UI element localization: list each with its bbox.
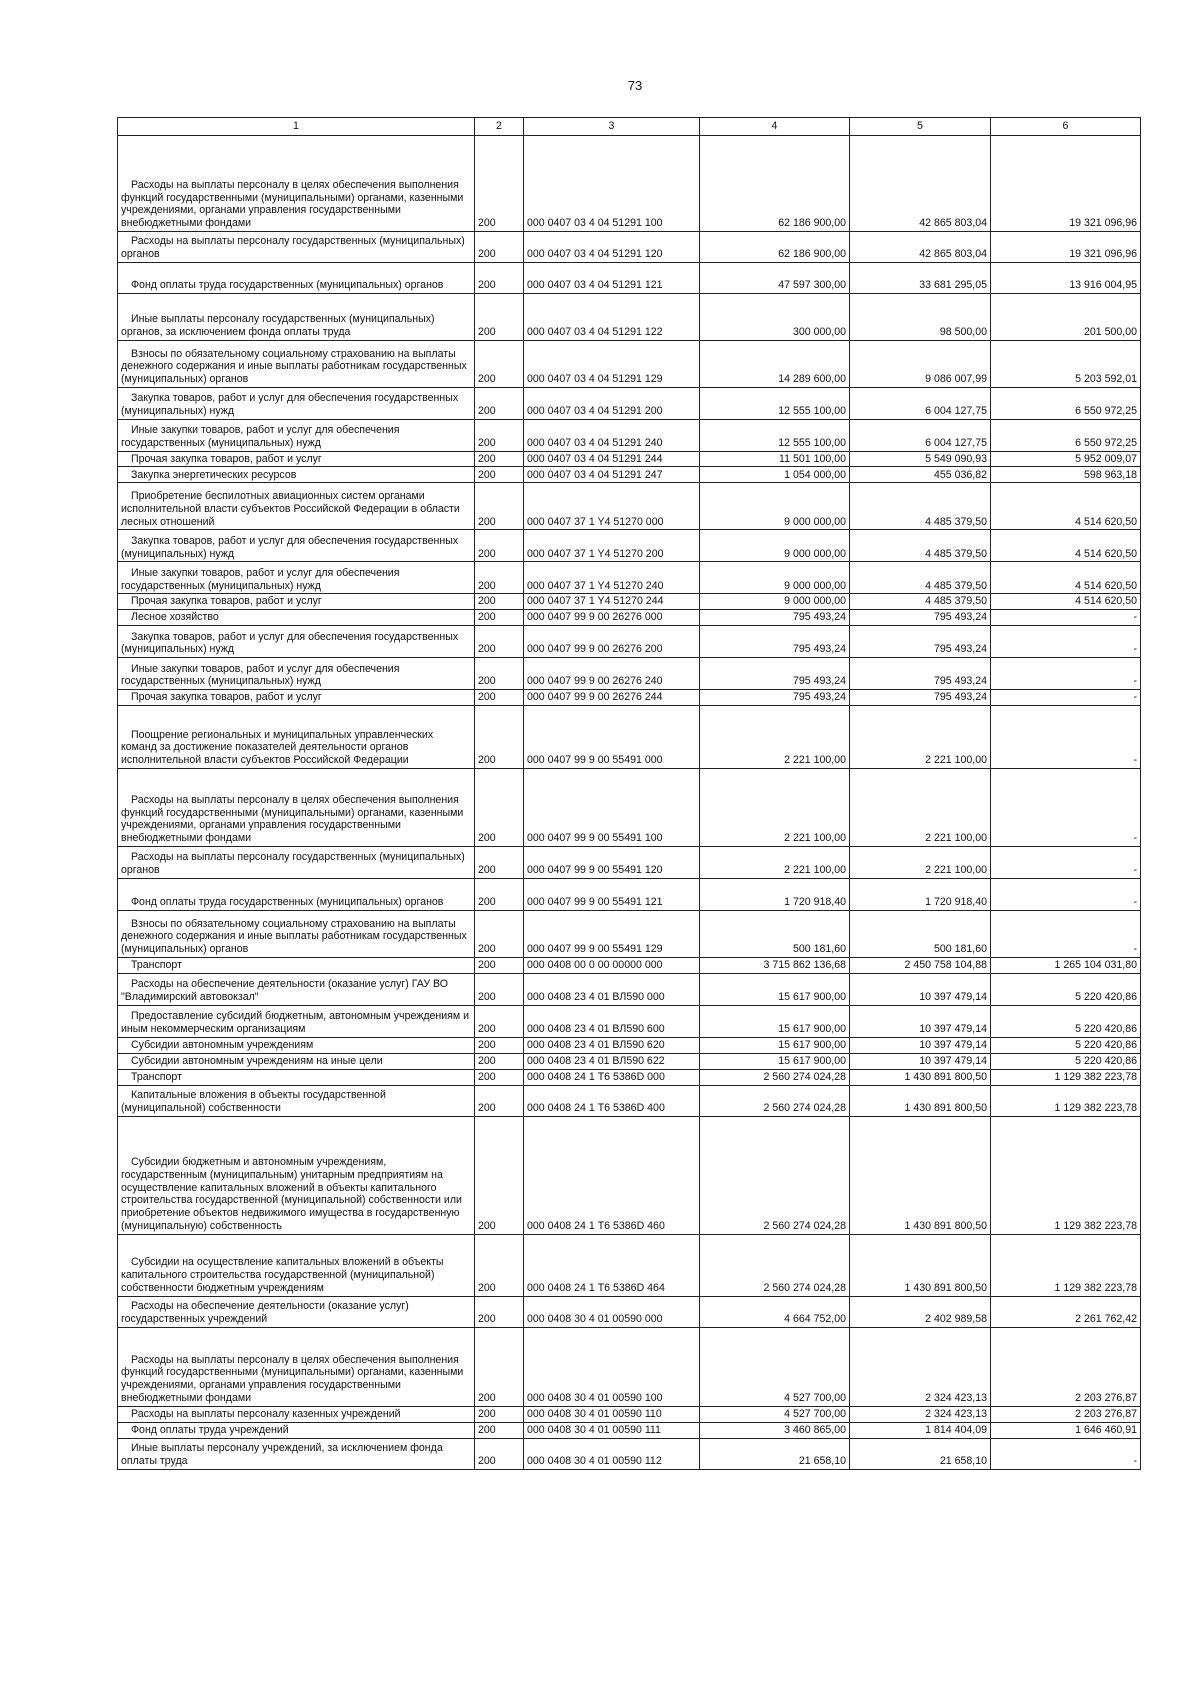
row-name: Прочая закупка товаров, работ и услуг xyxy=(118,451,475,467)
row-line-code: 200 xyxy=(475,1053,524,1069)
row-remaining: 5 220 420,86 xyxy=(991,1037,1141,1053)
row-approved: 3 460 865,00 xyxy=(700,1422,850,1438)
row-line-code: 200 xyxy=(475,878,524,910)
row-budget-code: 000 0407 03 4 04 51291 100 xyxy=(524,135,700,231)
row-approved: 795 493,24 xyxy=(700,626,850,658)
row-executed: 500 181,60 xyxy=(850,910,991,957)
table-body xyxy=(118,135,1141,1469)
row-executed: 4 485 379,50 xyxy=(850,594,991,610)
row-executed: 33 681 295,05 xyxy=(850,262,991,293)
row-approved: 300 000,00 xyxy=(700,293,850,340)
row-executed: 9 086 007,99 xyxy=(850,340,991,387)
row-name: Фонд оплаты труда государственных (муниципальных) органов xyxy=(118,878,475,910)
row-name: Расходы на выплаты персоналу казенных учреждений xyxy=(118,1406,475,1422)
row-budget-code: 000 0407 99 9 00 26276 244 xyxy=(524,690,700,706)
row-approved: 15 617 900,00 xyxy=(700,1005,850,1037)
header-col-4: 4 xyxy=(700,118,850,136)
row-name: Субсидии бюджетным и автономным учреждениям, государственным (муниципальным) унитарным предприятиям на осуществление капитальных вложений в объекты капитального строительства государственной (муниципальной) собственности или приобретение объектов недвижимого имущества в государственную (муниципальную) собственность xyxy=(118,1116,475,1234)
row-budget-code: 000 0408 24 1 Т6 5386D 400 xyxy=(524,1085,700,1116)
row-line-code: 200 xyxy=(475,1005,524,1037)
row-budget-code: 000 0408 00 0 00 00000 000 xyxy=(524,957,700,973)
row-budget-code: 000 0408 24 1 Т6 5386D 000 xyxy=(524,1069,700,1085)
row-remaining: 6 550 972,25 xyxy=(991,387,1141,419)
row-remaining: 201 500,00 xyxy=(991,293,1141,340)
row-executed: 4 485 379,50 xyxy=(850,562,991,594)
row-approved: 2 221 100,00 xyxy=(700,846,850,878)
row-budget-code: 000 0408 30 4 01 00590 111 xyxy=(524,1422,700,1438)
row-budget-code: 000 0407 99 9 00 26276 000 xyxy=(524,610,700,626)
table-row xyxy=(118,878,1141,910)
row-budget-code: 000 0407 03 4 04 51291 120 xyxy=(524,231,700,262)
row-name: Лесное хозяйство xyxy=(118,610,475,626)
row-remaining: 2 203 276,87 xyxy=(991,1406,1141,1422)
row-executed: 2 221 100,00 xyxy=(850,768,991,846)
header-col-3: 3 xyxy=(524,118,700,136)
row-line-code: 200 xyxy=(475,690,524,706)
row-remaining: 5 220 420,86 xyxy=(991,1053,1141,1069)
row-remaining: - xyxy=(991,768,1141,846)
row-approved: 500 181,60 xyxy=(700,910,850,957)
row-name: Расходы на выплаты персоналу в целях обеспечения выполнения функций государственными (муниципальными) органами, казенными учреждениями, органами управления государственными внебюджетными фондами xyxy=(118,768,475,846)
table-row xyxy=(118,231,1141,262)
row-line-code: 200 xyxy=(475,1406,524,1422)
table-row xyxy=(118,846,1141,878)
row-name: Капитальные вложения в объекты государственной (муниципальной) собственности xyxy=(118,1085,475,1116)
row-executed: 1 430 891 800,50 xyxy=(850,1069,991,1085)
row-budget-code: 000 0407 37 1 Y4 51270 240 xyxy=(524,562,700,594)
table-row xyxy=(118,1037,1141,1053)
row-approved: 9 000 000,00 xyxy=(700,594,850,610)
row-line-code: 200 xyxy=(475,1069,524,1085)
row-name: Расходы на выплаты персоналу в целях обеспечения выполнения функций государственными (муниципальными) органами, казенными учреждениями, органами управления государственными внебюджетными фондами xyxy=(118,135,475,231)
row-line-code: 200 xyxy=(475,973,524,1005)
row-remaining: 1 265 104 031,80 xyxy=(991,957,1141,973)
row-remaining: 5 220 420,86 xyxy=(991,973,1141,1005)
row-executed: 42 865 803,04 xyxy=(850,231,991,262)
table-row xyxy=(118,594,1141,610)
row-remaining: - xyxy=(991,658,1141,690)
row-remaining: - xyxy=(991,690,1141,706)
row-line-code: 200 xyxy=(475,910,524,957)
row-executed: 1 430 891 800,50 xyxy=(850,1085,991,1116)
row-name: Транспорт xyxy=(118,1069,475,1085)
table-row xyxy=(118,957,1141,973)
table-row xyxy=(118,262,1141,293)
row-line-code: 200 xyxy=(475,1327,524,1406)
table-row xyxy=(118,530,1141,562)
row-line-code: 200 xyxy=(475,135,524,231)
row-budget-code: 000 0407 03 4 04 51291 121 xyxy=(524,262,700,293)
row-budget-code: 000 0408 24 1 Т6 5386D 464 xyxy=(524,1234,700,1296)
table-row xyxy=(118,1085,1141,1116)
row-remaining: 1 129 382 223,78 xyxy=(991,1069,1141,1085)
row-executed: 10 397 479,14 xyxy=(850,1053,991,1069)
row-remaining: - xyxy=(991,910,1141,957)
row-budget-code: 000 0407 99 9 00 55491 100 xyxy=(524,768,700,846)
row-approved: 12 555 100,00 xyxy=(700,387,850,419)
row-line-code: 200 xyxy=(475,293,524,340)
row-name: Фонд оплаты труда учреждений xyxy=(118,1422,475,1438)
row-remaining: 2 203 276,87 xyxy=(991,1327,1141,1406)
row-line-code: 200 xyxy=(475,262,524,293)
row-name: Приобретение беспилотных авиационных систем органами исполнительной власти субъектов Российской Федерации в области лесных отношений xyxy=(118,483,475,530)
row-approved: 795 493,24 xyxy=(700,610,850,626)
row-budget-code: 000 0408 30 4 01 00590 112 xyxy=(524,1438,700,1469)
row-name: Предоставление субсидий бюджетным, автономным учреждениям и иным некоммерческим организациям xyxy=(118,1005,475,1037)
row-name: Иные закупки товаров, работ и услуг для обеспечения государственных (муниципальных) нужд xyxy=(118,419,475,451)
row-approved: 14 289 600,00 xyxy=(700,340,850,387)
row-name: Расходы на выплаты персоналу государственных (муниципальных) органов xyxy=(118,846,475,878)
row-name: Субсидии автономным учреждениям xyxy=(118,1037,475,1053)
row-remaining: 5 203 592,01 xyxy=(991,340,1141,387)
row-remaining: 2 261 762,42 xyxy=(991,1296,1141,1327)
row-remaining: 1 129 382 223,78 xyxy=(991,1085,1141,1116)
row-budget-code: 000 0407 37 1 Y4 51270 200 xyxy=(524,530,700,562)
row-line-code: 200 xyxy=(475,483,524,530)
row-approved: 9 000 000,00 xyxy=(700,530,850,562)
row-executed: 1 720 918,40 xyxy=(850,878,991,910)
row-line-code: 200 xyxy=(475,1234,524,1296)
table-row xyxy=(118,705,1141,768)
row-remaining: 6 550 972,25 xyxy=(991,419,1141,451)
row-approved: 2 221 100,00 xyxy=(700,768,850,846)
row-remaining: - xyxy=(991,705,1141,768)
row-remaining: - xyxy=(991,626,1141,658)
row-approved: 2 560 274 024,28 xyxy=(700,1069,850,1085)
row-budget-code: 000 0407 03 4 04 51291 129 xyxy=(524,340,700,387)
row-remaining: 4 514 620,50 xyxy=(991,562,1141,594)
row-budget-code: 000 0407 03 4 04 51291 244 xyxy=(524,451,700,467)
row-remaining: 13 916 004,95 xyxy=(991,262,1141,293)
header-col-5: 5 xyxy=(850,118,991,136)
table-row xyxy=(118,768,1141,846)
row-remaining: 1 129 382 223,78 xyxy=(991,1234,1141,1296)
table-row xyxy=(118,1069,1141,1085)
row-executed: 10 397 479,14 xyxy=(850,973,991,1005)
row-remaining: - xyxy=(991,878,1141,910)
table-row xyxy=(118,1053,1141,1069)
row-line-code: 200 xyxy=(475,387,524,419)
row-remaining: 1 646 460,91 xyxy=(991,1422,1141,1438)
row-executed: 5 549 090,93 xyxy=(850,451,991,467)
row-name: Расходы на выплаты персоналу в целях обеспечения выполнения функций государственными (муниципальными) органами, казенными учреждениями, органами управления государственными внебюджетными фондами xyxy=(118,1327,475,1406)
row-name: Расходы на обеспечение деятельности (оказание услуг) государственных учреждений xyxy=(118,1296,475,1327)
table-row xyxy=(118,910,1141,957)
row-executed: 10 397 479,14 xyxy=(850,1037,991,1053)
row-executed: 42 865 803,04 xyxy=(850,135,991,231)
page-number: 73 xyxy=(627,78,643,93)
row-executed: 455 036,82 xyxy=(850,467,991,483)
row-executed: 4 485 379,50 xyxy=(850,530,991,562)
row-line-code: 200 xyxy=(475,1037,524,1053)
row-executed: 795 493,24 xyxy=(850,610,991,626)
row-executed: 1 430 891 800,50 xyxy=(850,1116,991,1234)
header-col-6: 6 xyxy=(991,118,1141,136)
row-executed: 795 493,24 xyxy=(850,658,991,690)
row-name: Прочая закупка товаров, работ и услуг xyxy=(118,594,475,610)
row-name: Транспорт xyxy=(118,957,475,973)
row-line-code: 200 xyxy=(475,626,524,658)
row-name: Иные закупки товаров, работ и услуг для обеспечения государственных (муниципальных) нужд xyxy=(118,562,475,594)
table-row xyxy=(118,451,1141,467)
row-approved: 9 000 000,00 xyxy=(700,483,850,530)
row-remaining: 5 220 420,86 xyxy=(991,1005,1141,1037)
header-row xyxy=(118,118,1141,136)
row-line-code: 200 xyxy=(475,1116,524,1234)
row-line-code: 200 xyxy=(475,594,524,610)
row-name: Фонд оплаты труда государственных (муниципальных) органов xyxy=(118,262,475,293)
row-line-code: 200 xyxy=(475,467,524,483)
row-budget-code: 000 0407 99 9 00 26276 240 xyxy=(524,658,700,690)
table-row xyxy=(118,626,1141,658)
row-line-code: 200 xyxy=(475,1296,524,1327)
table-row xyxy=(118,467,1141,483)
row-approved: 795 493,24 xyxy=(700,658,850,690)
row-name: Закупка товаров, работ и услуг для обеспечения государственных (муниципальных) нужд xyxy=(118,387,475,419)
table-row xyxy=(118,1406,1141,1422)
row-executed: 6 004 127,75 xyxy=(850,387,991,419)
row-line-code: 200 xyxy=(475,530,524,562)
row-remaining: 19 321 096,96 xyxy=(991,135,1141,231)
row-budget-code: 000 0407 03 4 04 51291 240 xyxy=(524,419,700,451)
row-executed: 795 493,24 xyxy=(850,626,991,658)
row-name: Иные выплаты персоналу государственных (муниципальных) органов, за исключением фонда оплаты труда xyxy=(118,293,475,340)
row-remaining: 19 321 096,96 xyxy=(991,231,1141,262)
table-row xyxy=(118,690,1141,706)
row-line-code: 200 xyxy=(475,451,524,467)
row-line-code: 200 xyxy=(475,231,524,262)
table-row xyxy=(118,135,1141,231)
row-approved: 15 617 900,00 xyxy=(700,1053,850,1069)
row-line-code: 200 xyxy=(475,957,524,973)
row-budget-code: 000 0408 23 4 01 ВЛ590 600 xyxy=(524,1005,700,1037)
row-approved: 62 186 900,00 xyxy=(700,135,850,231)
table-row xyxy=(118,1438,1141,1469)
row-remaining: 1 129 382 223,78 xyxy=(991,1116,1141,1234)
row-remaining: 4 514 620,50 xyxy=(991,530,1141,562)
row-remaining: - xyxy=(991,1438,1141,1469)
row-executed: 4 485 379,50 xyxy=(850,483,991,530)
row-line-code: 200 xyxy=(475,705,524,768)
row-approved: 4 664 752,00 xyxy=(700,1296,850,1327)
row-name: Закупка энергетических ресурсов xyxy=(118,467,475,483)
row-executed: 6 004 127,75 xyxy=(850,419,991,451)
table-row xyxy=(118,293,1141,340)
row-name: Взносы по обязательному социальному страхованию на выплаты денежного содержания и иные выплаты работникам государственных (муниципальных) органов xyxy=(118,910,475,957)
row-name: Расходы на обеспечение деятельности (оказание услуг) ГАУ ВО "Владимирский автовокзал" xyxy=(118,973,475,1005)
table-row xyxy=(118,562,1141,594)
row-approved: 21 658,10 xyxy=(700,1438,850,1469)
table-row xyxy=(118,387,1141,419)
row-approved: 2 560 274 024,28 xyxy=(700,1085,850,1116)
table-row xyxy=(118,1005,1141,1037)
row-approved: 15 617 900,00 xyxy=(700,973,850,1005)
row-budget-code: 000 0408 30 4 01 00590 000 xyxy=(524,1296,700,1327)
row-name: Расходы на выплаты персоналу государственных (муниципальных) органов xyxy=(118,231,475,262)
row-approved: 1 054 000,00 xyxy=(700,467,850,483)
row-approved: 4 527 700,00 xyxy=(700,1327,850,1406)
row-approved: 795 493,24 xyxy=(700,690,850,706)
table-row xyxy=(118,610,1141,626)
row-executed: 2 324 423,13 xyxy=(850,1406,991,1422)
table-header xyxy=(118,118,1141,136)
row-line-code: 200 xyxy=(475,1438,524,1469)
row-budget-code: 000 0407 99 9 00 55491 120 xyxy=(524,846,700,878)
table-row xyxy=(118,973,1141,1005)
row-executed: 1 430 891 800,50 xyxy=(850,1234,991,1296)
row-budget-code: 000 0407 99 9 00 55491 121 xyxy=(524,878,700,910)
row-line-code: 200 xyxy=(475,1422,524,1438)
row-remaining: - xyxy=(991,610,1141,626)
row-budget-code: 000 0408 23 4 01 ВЛ590 622 xyxy=(524,1053,700,1069)
table-row xyxy=(118,340,1141,387)
row-budget-code: 000 0407 03 4 04 51291 200 xyxy=(524,387,700,419)
row-executed: 795 493,24 xyxy=(850,690,991,706)
row-executed: 2 221 100,00 xyxy=(850,846,991,878)
row-budget-code: 000 0408 30 4 01 00590 110 xyxy=(524,1406,700,1422)
row-remaining: 4 514 620,50 xyxy=(991,483,1141,530)
row-name: Закупка товаров, работ и услуг для обеспечения государственных (муниципальных) нужд xyxy=(118,530,475,562)
row-name: Субсидии автономным учреждениям на иные цели xyxy=(118,1053,475,1069)
row-budget-code: 000 0408 30 4 01 00590 100 xyxy=(524,1327,700,1406)
header-col-1: 1 xyxy=(118,118,475,136)
table-row xyxy=(118,1296,1141,1327)
row-name: Иные закупки товаров, работ и услуг для обеспечения государственных (муниципальных) нужд xyxy=(118,658,475,690)
row-line-code: 200 xyxy=(475,419,524,451)
row-approved: 47 597 300,00 xyxy=(700,262,850,293)
row-approved: 15 617 900,00 xyxy=(700,1037,850,1053)
table-row xyxy=(118,483,1141,530)
row-approved: 2 560 274 024,28 xyxy=(700,1116,850,1234)
row-approved: 1 720 918,40 xyxy=(700,878,850,910)
header-col-2: 2 xyxy=(475,118,524,136)
row-line-code: 200 xyxy=(475,846,524,878)
row-approved: 11 501 100,00 xyxy=(700,451,850,467)
row-remaining: 4 514 620,50 xyxy=(991,594,1141,610)
row-budget-code: 000 0408 24 1 Т6 5386D 460 xyxy=(524,1116,700,1234)
row-budget-code: 000 0407 37 1 Y4 51270 244 xyxy=(524,594,700,610)
table-row xyxy=(118,419,1141,451)
row-remaining: - xyxy=(991,846,1141,878)
budget-execution-table xyxy=(117,117,1141,1470)
row-budget-code: 000 0407 99 9 00 55491 129 xyxy=(524,910,700,957)
row-line-code: 200 xyxy=(475,562,524,594)
row-budget-code: 000 0407 03 4 04 51291 122 xyxy=(524,293,700,340)
row-executed: 98 500,00 xyxy=(850,293,991,340)
row-budget-code: 000 0407 99 9 00 55491 000 xyxy=(524,705,700,768)
row-executed: 1 814 404,09 xyxy=(850,1422,991,1438)
row-executed: 10 397 479,14 xyxy=(850,1005,991,1037)
row-approved: 12 555 100,00 xyxy=(700,419,850,451)
table-row xyxy=(118,1234,1141,1296)
row-name: Субсидии на осуществление капитальных вложений в объекты капитального строительства государственной (муниципальной) собственности бюджетным учреждениям xyxy=(118,1234,475,1296)
row-budget-code: 000 0407 03 4 04 51291 247 xyxy=(524,467,700,483)
row-executed: 2 221 100,00 xyxy=(850,705,991,768)
table-row xyxy=(118,1422,1141,1438)
row-remaining: 5 952 009,07 xyxy=(991,451,1141,467)
row-approved: 9 000 000,00 xyxy=(700,562,850,594)
row-line-code: 200 xyxy=(475,610,524,626)
row-name: Поощрение региональных и муниципальных управленческих команд за достижение показателей деятельности органов исполнительной власти субъектов Российской Федерации xyxy=(118,705,475,768)
row-name: Закупка товаров, работ и услуг для обеспечения государственных (муниципальных) нужд xyxy=(118,626,475,658)
row-executed: 21 658,10 xyxy=(850,1438,991,1469)
row-approved: 4 527 700,00 xyxy=(700,1406,850,1422)
row-budget-code: 000 0408 23 4 01 ВЛ590 620 xyxy=(524,1037,700,1053)
row-budget-code: 000 0408 23 4 01 ВЛ590 000 xyxy=(524,973,700,1005)
row-line-code: 200 xyxy=(475,768,524,846)
row-line-code: 200 xyxy=(475,1085,524,1116)
row-executed: 2 450 758 104,88 xyxy=(850,957,991,973)
row-approved: 2 560 274 024,28 xyxy=(700,1234,850,1296)
table-row xyxy=(118,1116,1141,1234)
row-budget-code: 000 0407 99 9 00 26276 200 xyxy=(524,626,700,658)
row-line-code: 200 xyxy=(475,658,524,690)
row-line-code: 200 xyxy=(475,340,524,387)
row-name: Иные выплаты персоналу учреждений, за исключением фонда оплаты труда xyxy=(118,1438,475,1469)
row-remaining: 598 963,18 xyxy=(991,467,1141,483)
table-row xyxy=(118,658,1141,690)
row-budget-code: 000 0407 37 1 Y4 51270 000 xyxy=(524,483,700,530)
row-approved: 3 715 862 136,68 xyxy=(700,957,850,973)
row-approved: 2 221 100,00 xyxy=(700,705,850,768)
row-executed: 2 324 423,13 xyxy=(850,1327,991,1406)
row-approved: 62 186 900,00 xyxy=(700,231,850,262)
table-row xyxy=(118,1327,1141,1406)
row-executed: 2 402 989,58 xyxy=(850,1296,991,1327)
row-name: Прочая закупка товаров, работ и услуг xyxy=(118,690,475,706)
row-name: Взносы по обязательному социальному страхованию на выплаты денежного содержания и иные выплаты работникам государственных (муниципальных) органов xyxy=(118,340,475,387)
